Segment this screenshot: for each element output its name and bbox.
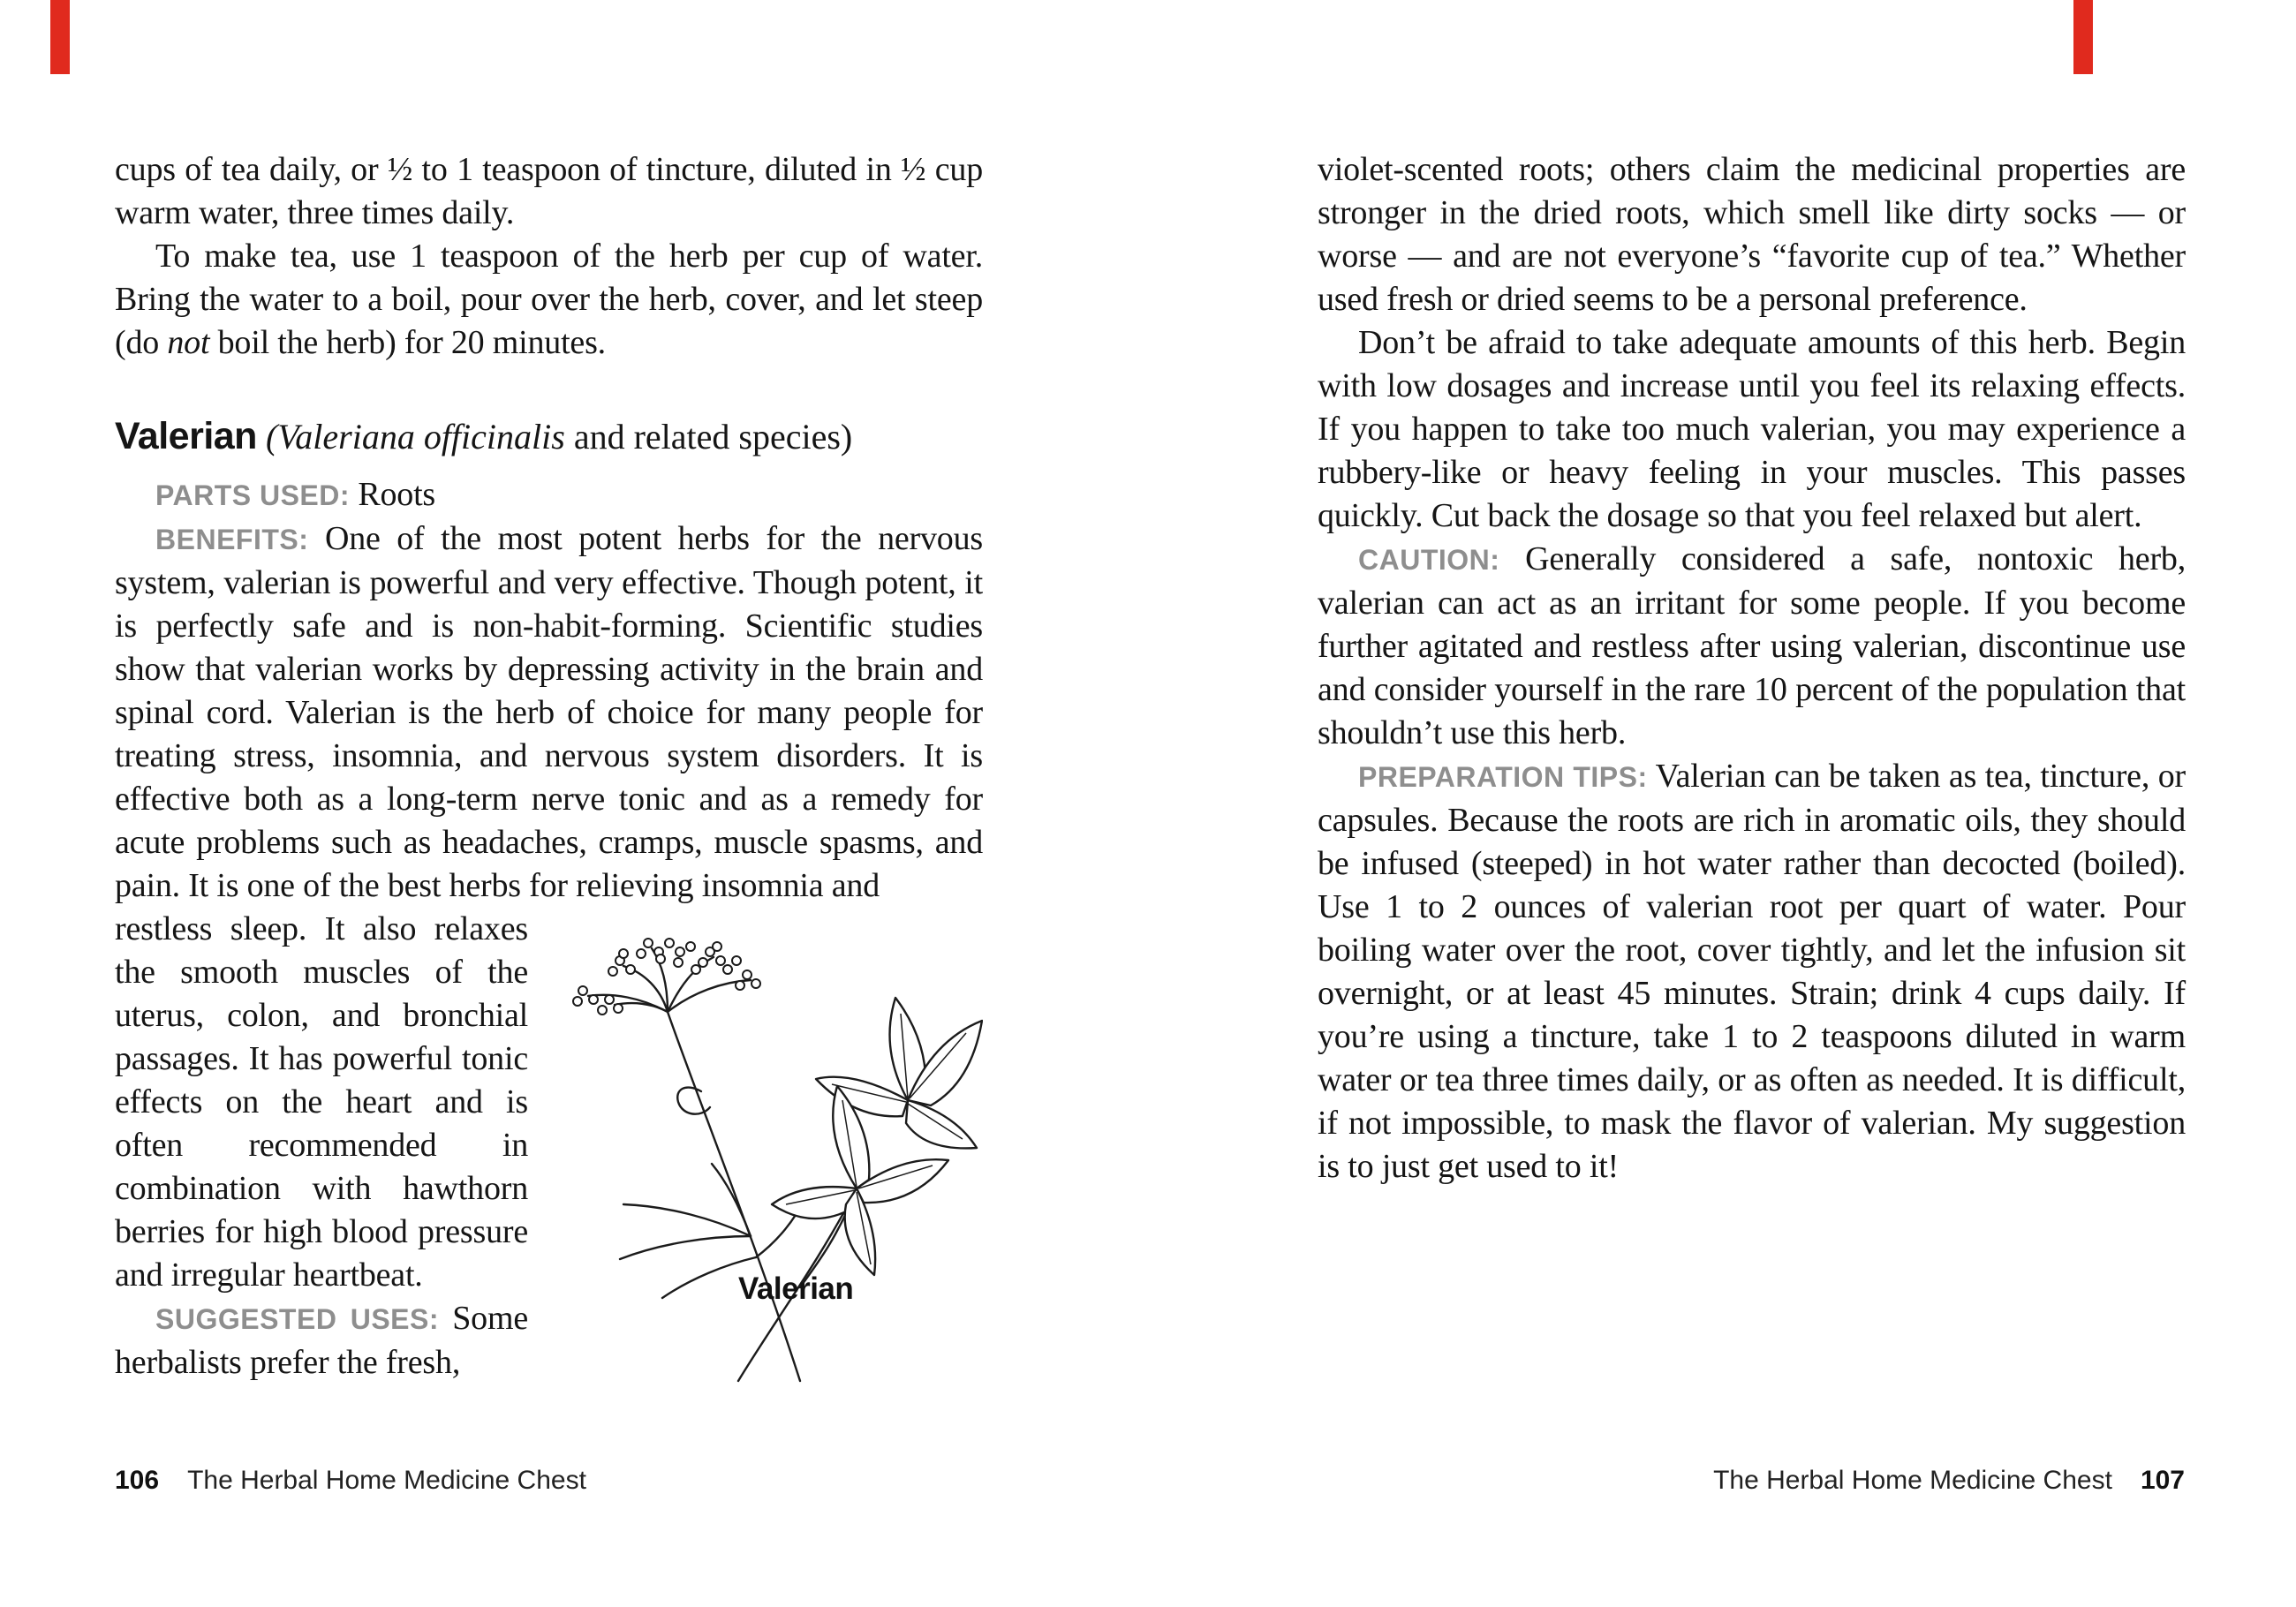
footer-right bbox=[1713, 1466, 2185, 1496]
page-edge-tab-left bbox=[50, 0, 70, 74]
suggested-uses-label: SUGGESTED USES: bbox=[155, 1303, 440, 1335]
text-wrap-zone bbox=[115, 908, 983, 1389]
roots-continuation-paragraph bbox=[1318, 148, 2186, 321]
footer-left bbox=[115, 1466, 586, 1496]
page-edge-tab-right bbox=[2073, 0, 2093, 74]
herb-name: Valerian bbox=[115, 415, 257, 457]
valerian-botanical-drawing-icon bbox=[528, 908, 983, 1384]
parts-used-label: PARTS USED: bbox=[155, 479, 351, 511]
parts-used-value: Roots bbox=[350, 476, 436, 513]
benefits-label: BENEFITS: bbox=[155, 524, 309, 555]
page-number-left: 106 bbox=[115, 1466, 160, 1495]
tea-text-emphasis: not bbox=[167, 324, 210, 361]
suggested-uses-text: Some herbalists prefer the fresh, bbox=[115, 1300, 529, 1381]
book-title-left: The Herbal Home Medicine Chest bbox=[187, 1466, 586, 1495]
preparation-tips-paragraph bbox=[1318, 755, 2186, 1188]
valerian-illustration bbox=[528, 908, 983, 1389]
caution-text: Generally considered a safe, nontoxic herb, valerian can act as an irritant for some people. If you become further agitated and restless after using valerian, discontinue use and consider yourself in the rare 10 percent of the population that shouldn’t use this herb. bbox=[1318, 540, 2186, 751]
benefits-text: One of the most potent herbs for the nervous system, valerian is powerful and very effective. Though potent, it is perfectly safe and is non-habit-forming. Scientific studies show that valerian works by depressing activity in the brain and spinal cord. Valerian is the herb of choice for many people for treating stress, insomnia, and nervous system disorders. It is effective both as a long-term nerve tonic and as a remedy for acute problems such as headaches, cramps, muscle spasms, and pain. It is one of the best herbs for relieving insomnia and bbox=[115, 520, 983, 904]
dosage-advice-paragraph bbox=[1318, 321, 2186, 538]
herb-heading-suffix: and related species) bbox=[564, 417, 853, 456]
left-page bbox=[115, 148, 983, 1389]
preparation-tips-text: Valerian can be taken as tea, tincture, or capsules. Because the roots are rich in aromatic oils, they should be infused (steeped) in hot water rather than decocted (boiled). Use 1 to 2 ounces of valerian root per quart of water. Pour boiling water over the root, cover tightly, and let the infusion sit overnight, or at least 45 minutes. Strain; drink 4 cups daily. If you’re using a tincture, take 1 to 2 teaspoons diluted in warm water or tea three times daily, or as often as needed. It is difficult, if not impossible, to mask the flavor of valerian. My suggestion is to just get used to it! bbox=[1318, 758, 2186, 1185]
illustration-caption: Valerian bbox=[738, 1271, 854, 1306]
herb-latin-name: (Valeriana officinalis bbox=[256, 417, 565, 456]
book-title-right: The Herbal Home Medicine Chest bbox=[1713, 1466, 2112, 1495]
benefits-continuation-text: restless sleep. It also relaxes the smooth muscles of the uterus, colon, and bronchial passages. It has powerful tonic effects on the heart and is often recommended in combination with hawthorn berries for high blood pressure and irregular heartbeat. bbox=[115, 910, 528, 1294]
tea-text-pre: To make tea, use 1 teaspoon of the herb per cup of water. Bring the water to a boil, pour over the herb, cover, and let steep (do bbox=[115, 238, 983, 361]
roots-text: violet-scented roots; others claim the medicinal properties are stronger in the dried roots, which smell like dirty socks — or worse — and are not everyone’s “favorite cup of tea.” Whether used fresh or dried seems to be a personal preference. bbox=[1318, 151, 2186, 318]
tea-text-post: boil the herb) for 20 minutes. bbox=[209, 324, 606, 361]
tea-instructions-paragraph bbox=[115, 235, 983, 365]
benefits-paragraph bbox=[115, 517, 983, 908]
preparation-tips-label: PREPARATION TIPS: bbox=[1358, 761, 1648, 793]
caution-label: CAUTION: bbox=[1358, 544, 1500, 576]
dosage-advice-text: Don’t be afraid to take adequate amounts of this herb. Begin with low dosages and increase until you feel its relaxing effects. If you happen to take too much valerian, you may experience a rubbery-like or heavy feeling in your muscles. This passes quickly. Cut back the dosage so that you feel relaxed but alert. bbox=[1318, 324, 2186, 534]
dosage-continuation-paragraph bbox=[115, 148, 983, 235]
parts-used-line bbox=[115, 473, 983, 517]
dosage-text: cups of tea daily, or ½ to 1 teaspoon of tincture, diluted in ½ cup warm water, three times daily. bbox=[115, 151, 983, 231]
right-page bbox=[1318, 148, 2186, 1188]
herb-heading bbox=[115, 412, 983, 466]
caution-paragraph bbox=[1318, 538, 2186, 755]
page-number-right: 107 bbox=[2140, 1466, 2185, 1495]
